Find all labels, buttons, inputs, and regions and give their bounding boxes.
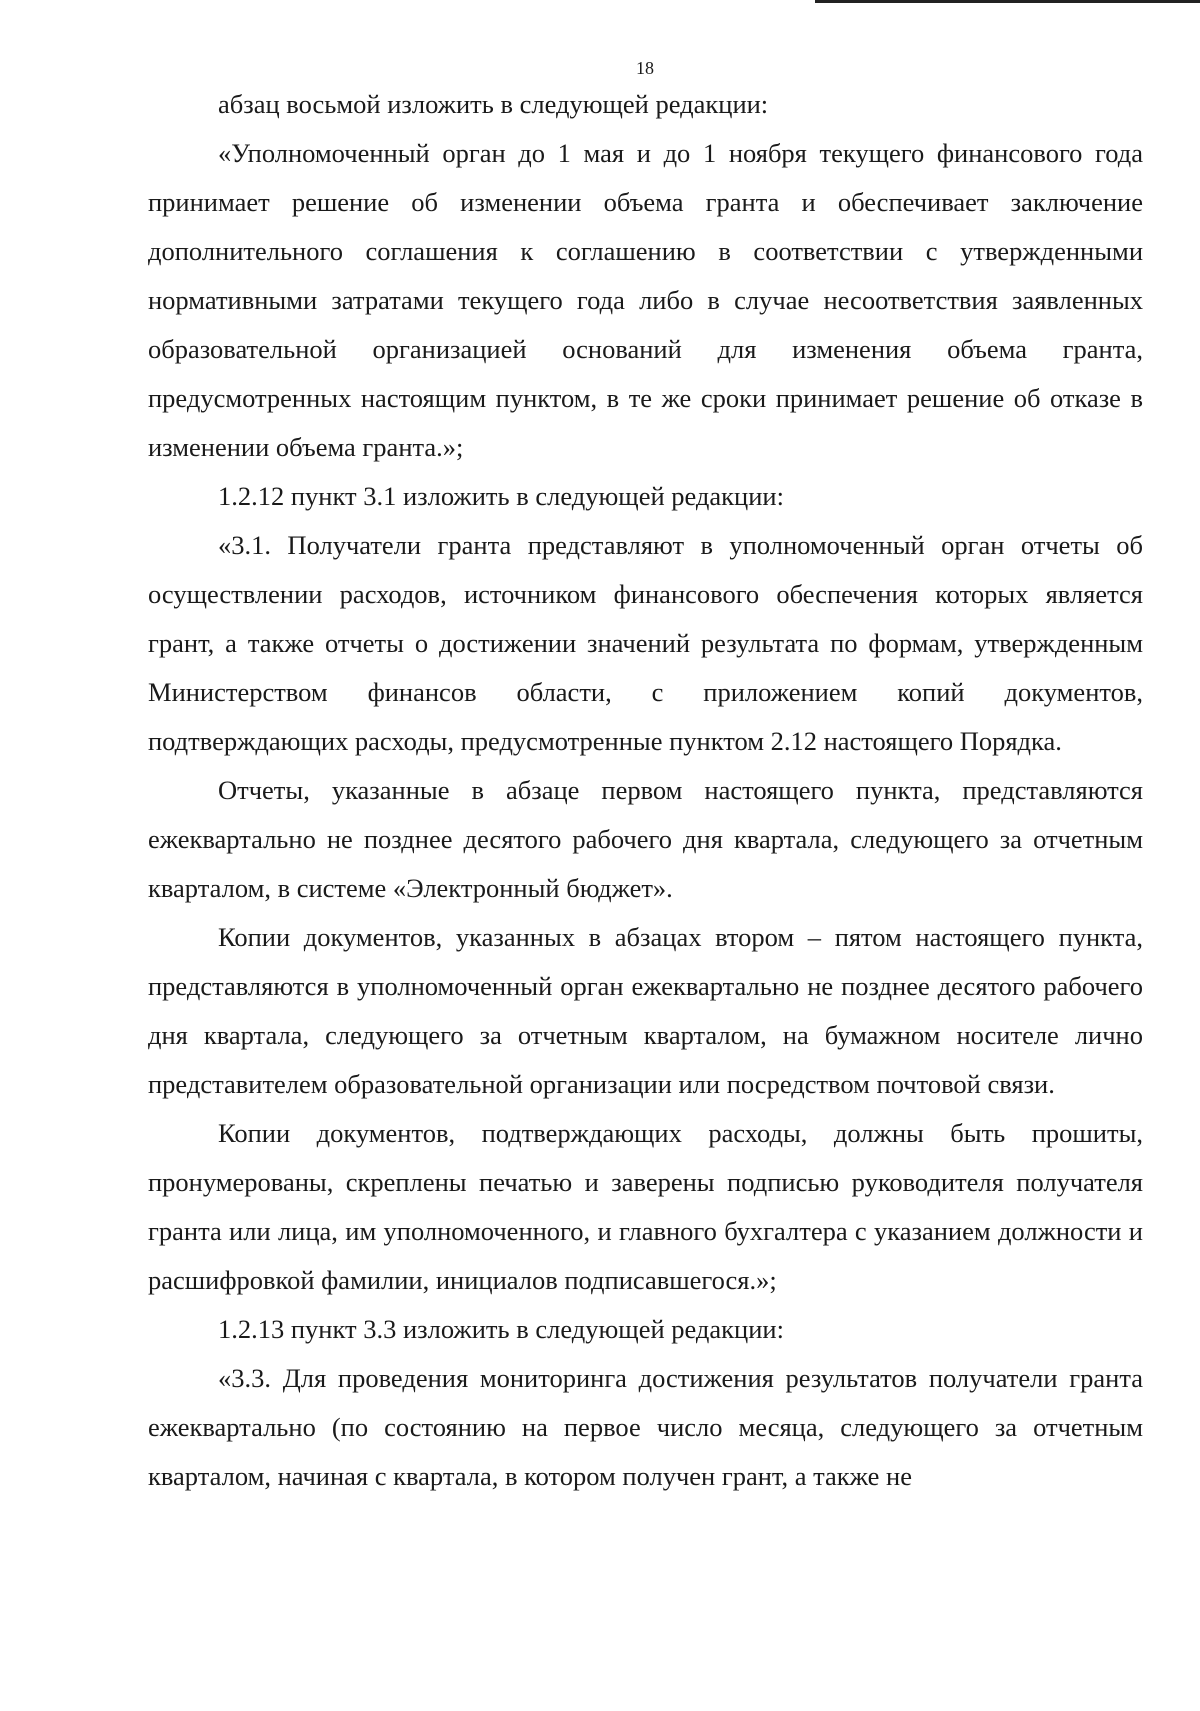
paragraph: «3.3. Для проведения мониторинга достижения результатов получатели гранта ежеквартально (по состоянию на первое число месяца, следующего за отчетным кварталом, начиная с квартала, в котором получен грант, а также не	[148, 1363, 1143, 1491]
paragraph: 1.2.13 пункт 3.3 изложить в следующей редакции:	[218, 1314, 784, 1344]
paragraph: 1.2.12 пункт 3.1 изложить в следующей редакции:	[218, 481, 784, 511]
paragraph: Копии документов, подтверждающих расходы, должны быть прошиты, пронумерованы, скреплены печатью и заверены подписью руководителя получателя гранта или лица, им уполномоченного, и главного бухгалтера с указанием должности и расшифровкой фамилии, инициалов подписавшегося.»;	[148, 1118, 1143, 1295]
paragraph: абзац восьмой изложить в следующей редакции:	[218, 89, 769, 119]
top-rule	[815, 0, 1200, 3]
paragraph: «Уполномоченный орган до 1 мая и до 1 ноября текущего финансового года принимает решение об изменении объема гранта и обеспечивает заключение дополнительного соглашения к соглашению в соответствии с утвержденными нормативными затратами текущего года либо в случае несоответствия заявленных образовательной организацией оснований для изменения объема гранта, предусмотренных настоящим пунктом, в те же сроки принимает решение об отказе в изменении объема гранта.»;	[148, 138, 1143, 462]
paragraph: «3.1. Получатели гранта представляют в уполномоченный орган отчеты об осуществлении расходов, источником финансового обеспечения которых является грант, а также отчеты о достижении значений результата по формам, утвержденным Министерством финансов области, с приложением копий документов, подтверждающих расходы, предусмотренные пунктом 2.12 настоящего Порядка.	[148, 530, 1143, 756]
document-body	[148, 80, 1143, 1501]
paragraph: Копии документов, указанных в абзацах втором – пятом настоящего пункта, представляются в уполномоченный орган ежеквартально не позднее десятого рабочего дня квартала, следующего за отчетным кварталом, на бумажном носителе лично представителем образовательной организации или посредством почтовой связи.	[148, 922, 1143, 1099]
page-number: 18	[636, 58, 654, 78]
paragraph: Отчеты, указанные в абзаце первом настоящего пункта, представляются ежеквартально не позднее десятого рабочего дня квартала, следующего за отчетным кварталом, в системе «Электронный бюджет».	[148, 775, 1143, 903]
